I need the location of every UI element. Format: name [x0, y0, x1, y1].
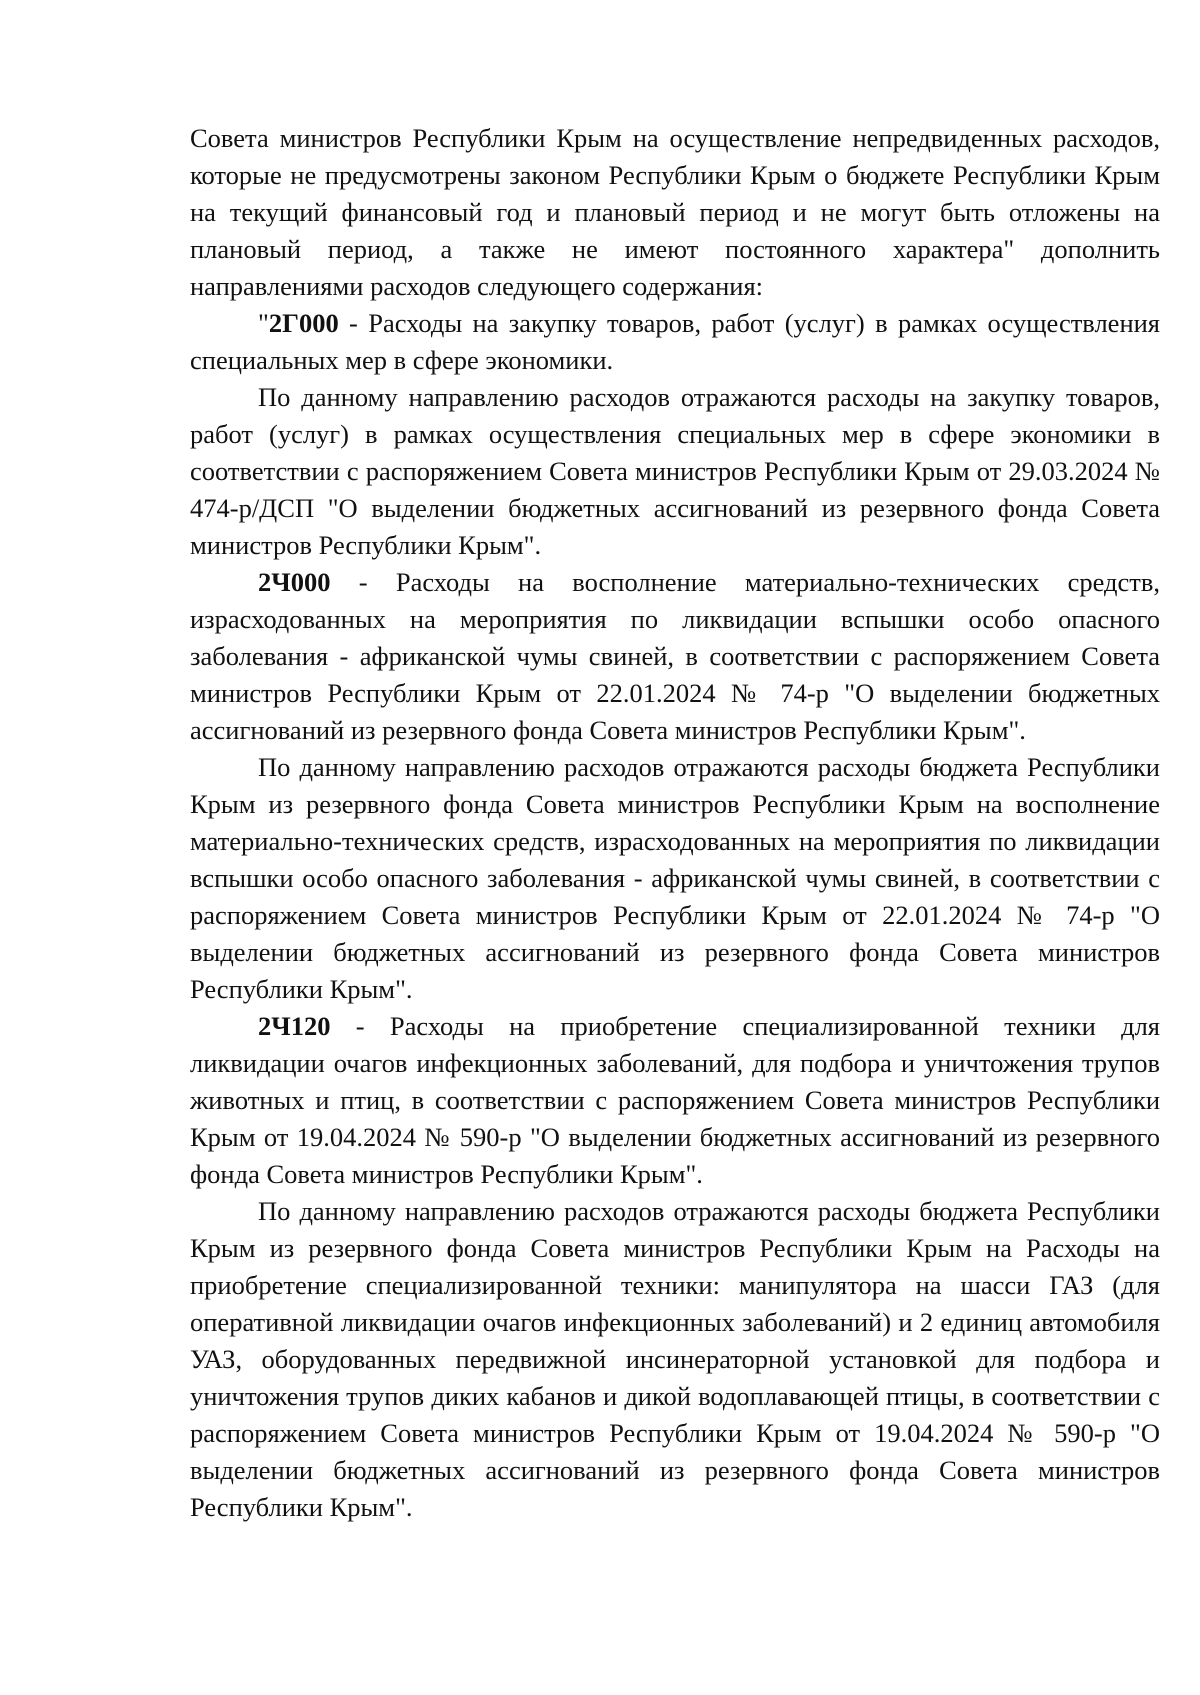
expense-description: - Расходы на закупку товаров, работ (услуг) в рамках осуществления специальных мер в сфере экономики. [190, 308, 1160, 375]
entry-2ch120 [190, 1008, 1160, 1193]
expense-code: 2Ч000 [258, 567, 331, 597]
expense-code: 2Ч120 [258, 1011, 331, 1041]
expense-description: - Расходы на восполнение материально-технических средств, израсходованных на мероприятия по ликвидации вспышки особо опасного заболевания - африканской чумы свиней, в соответствии с распоряжением Совета министров Республики Крым от 22.01.2024 № 74-р "О выделении бюджетных ассигнований из резервного фонда Совета министров Республики Крым". [190, 567, 1160, 745]
intro-paragraph: Совета министров Республики Крым на осуществление непредвиденных расходов, которые не предусмотрены законом Республики Крым о бюджете Республики Крым на текущий финансовый год и плановый период и не могут быть отложены на плановый период, а также не имеют постоянного характера" дополнить направлениями расходов следующего содержания: [190, 123, 1160, 301]
entry-2g000 [190, 305, 1160, 379]
entry-2ch000 [190, 564, 1160, 749]
entry-2ch000-explanation: По данному направлению расходов отражаются расходы бюджета Республики Крым из резервного фонда Совета министров Республики Крым на восполнение материально-технических средств, израсходованных на мероприятия по ликвидации вспышки особо опасного заболевания - африканской чумы свиней, в соответствии с распоряжением Совета министров Республики Крым от 22.01.2024 № 74-р "О выделении бюджетных ассигнований из резервного фонда Совета министров Республики Крым". [190, 752, 1160, 1004]
entry-opening-quote: " [258, 308, 269, 338]
expense-code: 2Г000 [268, 308, 339, 338]
expense-description: - Расходы на приобретение специализированной техники для ликвидации очагов инфекционных заболеваний, для подбора и уничтожения трупов животных и птиц, в соответствии с распоряжением Совета министров Республики Крым от 19.04.2024 № 590-р "О выделении бюджетных ассигнований из резервного фонда Совета министров Республики Крым". [190, 1011, 1160, 1189]
entry-2ch120-explanation: По данному направлению расходов отражаются расходы бюджета Республики Крым из резервного фонда Совета министров Республики Крым на Расходы на приобретение специализированной техники: манипулятора на шасси ГАЗ (для оперативной ликвидации очагов инфекционных заболеваний) и 2 единиц автомобиля УАЗ, оборудованных передвижной инсинераторной установкой для подбора и уничтожения трупов диких кабанов и дикой водоплавающей птицы, в соответствии с распоряжением Совета министров Республики Крым от 19.04.2024 № 590-р "О выделении бюджетных ассигнований из резервного фонда Совета министров Республики Крым". [190, 1196, 1160, 1522]
document-body [190, 120, 1160, 1526]
entry-2g000-explanation: По данному направлению расходов отражаются расходы на закупку товаров, работ (услуг) в рамках осуществления специальных мер в сфере экономики в соответствии с распоряжением Совета министров Республики Крым от 29.03.2024 № 474-р/ДСП "О выделении бюджетных ассигнований из резервного фонда Совета министров Республики Крым". [190, 382, 1160, 560]
